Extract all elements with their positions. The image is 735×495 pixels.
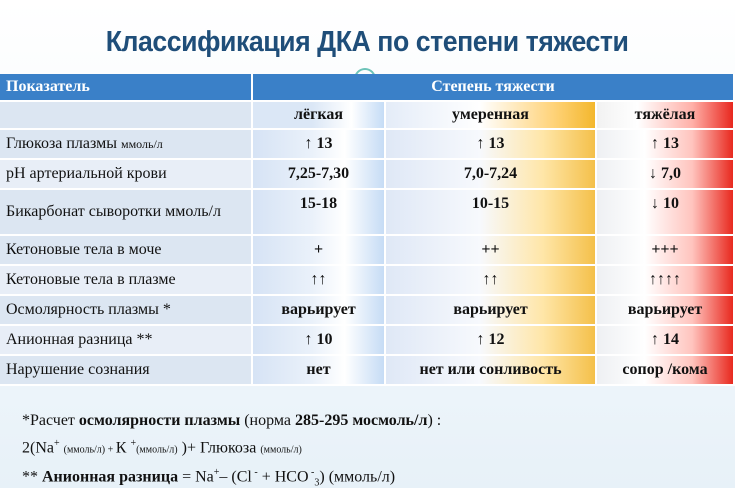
severity-mild: лёгкая <box>253 102 386 130</box>
cell-mild: ↑↑ <box>253 266 386 296</box>
cell-moderate: 7,0-7,24 <box>386 160 597 190</box>
row-label: Кетоновые тела в моче <box>0 236 253 266</box>
page-title: Классификация ДКА по степени тяжести <box>106 26 629 58</box>
cell-mild: варьирует <box>253 296 386 326</box>
cell-severe: ↑↑↑↑ <box>597 266 735 296</box>
note-osmolarity: *Расчет осмолярности плазмы (норма 285-295 мосмоль/л) : <box>22 412 442 429</box>
cell-moderate: ↑ 13 <box>386 130 597 160</box>
table-row <box>0 356 735 386</box>
note-formula-osmolarity: 2(Na+ (ммоль/л) + К +(ммоль/л) )+ Глюкоза (ммоль/л) <box>22 438 302 457</box>
cell-severe: ↑ 13 <box>597 130 735 160</box>
row-label: Анионная разница ** <box>0 326 253 356</box>
severity-subheader-row <box>0 102 735 130</box>
cell-severe: +++ <box>597 236 735 266</box>
cell-mild: ↑ 13 <box>253 130 386 160</box>
table-row <box>0 326 735 356</box>
cell-severe: ↓ 10 <box>597 190 735 236</box>
cell-severe: ↓ 7,0 <box>597 160 735 190</box>
cell-mild: + <box>253 236 386 266</box>
table-row <box>0 236 735 266</box>
row-label: Осмолярность плазмы * <box>0 296 253 326</box>
severity-moderate: умеренная <box>386 102 597 130</box>
row-label: Бикарбонат сыворотки ммоль/л <box>0 190 253 236</box>
row-label: Кетоновые тела в плазме <box>0 266 253 296</box>
subheader-blank <box>0 102 253 130</box>
table-row <box>0 130 735 160</box>
cell-moderate: ↑ 12 <box>386 326 597 356</box>
header-severity: Степень тяжести <box>253 74 735 102</box>
severity-severe: тяжёлая <box>597 102 735 130</box>
footnotes <box>22 409 722 495</box>
header-indicator: Показатель <box>0 74 253 102</box>
cell-severe: ↑ 14 <box>597 326 735 356</box>
row-label: рН артериальной крови <box>0 160 253 190</box>
severity-table <box>0 74 735 386</box>
cell-moderate: ↑↑ <box>386 266 597 296</box>
table-header-row <box>0 74 735 102</box>
cell-mild: ↑ 10 <box>253 326 386 356</box>
table-row <box>0 160 735 190</box>
table-row <box>0 190 735 236</box>
row-label: Нарушение сознания <box>0 356 253 386</box>
cell-mild: нет <box>253 356 386 386</box>
cell-moderate: 10-15 <box>386 190 597 236</box>
cell-moderate: ++ <box>386 236 597 266</box>
cell-mild: 7,25-7,30 <box>253 160 386 190</box>
table-row <box>0 296 735 326</box>
row-label: Глюкоза плазмы ммоль/л <box>0 130 253 160</box>
cell-mild: 15-18 <box>253 190 386 236</box>
cell-moderate: нет или сонливость <box>386 356 597 386</box>
cell-severe: варьирует <box>597 296 735 326</box>
cell-severe: сопор /кома <box>597 356 735 386</box>
cell-moderate: варьирует <box>386 296 597 326</box>
row-unit: ммоль/л <box>120 137 163 151</box>
table-row <box>0 266 735 296</box>
note-anion-gap: ** Анионная разница = Na+– (Cl - + HCO -$_3$) (ммоль/л) <box>22 467 396 489</box>
